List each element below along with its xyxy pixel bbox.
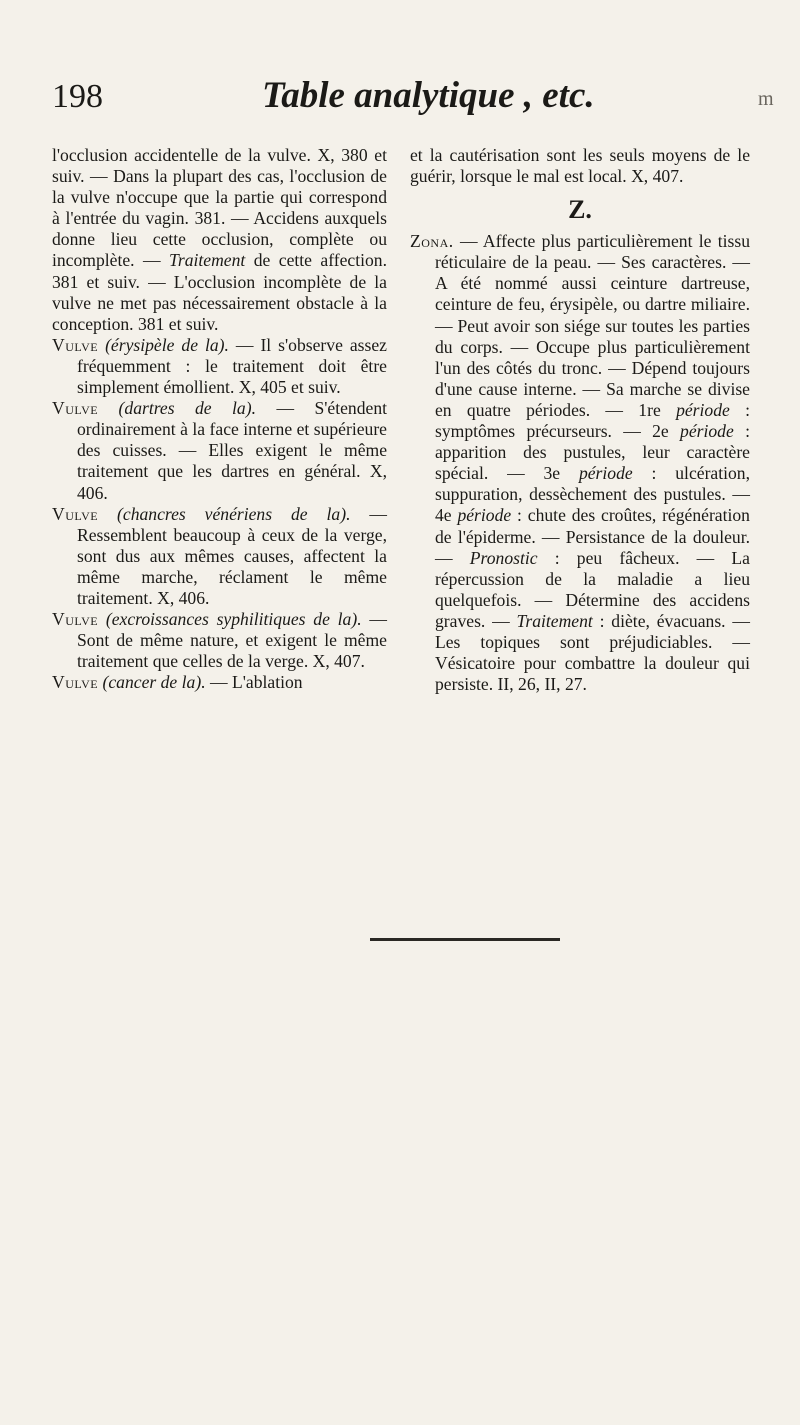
continued-paragraph <box>52 145 387 335</box>
index-entry <box>52 335 387 398</box>
paragraph-text: de cette affection. 381 et suiv. — L'occlusion incomplète de la vulve ne met pas nécessairement obstacle à la conception. 381 et suiv. <box>52 250 387 334</box>
emphasis: Traitement <box>169 250 246 271</box>
running-title: Table analytique , etc. <box>262 75 595 116</box>
entry-text: — Il s'observe assez fréquemment : le traitement doit être simplement émollient. X, 405 et suiv. <box>77 334 387 398</box>
subheading: (dartres de la). <box>118 398 256 419</box>
headword: Vulve <box>52 609 99 630</box>
page-header <box>52 74 752 124</box>
left-column <box>52 145 387 693</box>
margin-mark: m <box>758 88 774 110</box>
entry-text: — L'ablation <box>210 672 303 693</box>
headword: Vulve <box>52 503 99 524</box>
section-letter: Z. <box>568 195 592 225</box>
subheading: (chancres vénériens de la). <box>117 503 351 524</box>
page-number: 198 <box>52 78 103 115</box>
headword: Vulve <box>52 334 99 355</box>
end-rule <box>370 938 560 941</box>
entry-text: : diète, évacuans. — Les topiques sont préjudiciables. — Vésicatoire pour combattre la douleur qui persiste. II, 26, II, 27. <box>435 610 750 695</box>
emphasis: période <box>680 421 734 442</box>
headword: Zona. <box>410 231 454 252</box>
entry-text: : ulcération, suppuration, dessèchement des pustules. — 4e <box>435 463 751 526</box>
entry-text: — Ressemblent beaucoup à ceux de la verge, sont dus aux mêmes causes, affectent la même marche, réclament le même traitement. X, 406. <box>77 503 387 608</box>
subheading: (cancer de la). <box>102 672 206 693</box>
headword: Vulve <box>52 672 99 693</box>
headword: Vulve <box>52 398 99 419</box>
entry-text: — S'étendent ordinairement à la face interne et supérieure des cuisses. — Elles exigent le même traitement que les dartres en général. X, 406. <box>77 398 388 503</box>
emphasis: Traitement <box>516 610 593 631</box>
index-entry <box>52 504 387 609</box>
index-entry <box>52 672 387 693</box>
entry-text: — Sont de même nature, et exigent le même traitement que celles de la verge. X, 407. <box>77 609 387 672</box>
emphasis: période <box>676 399 730 420</box>
entry-text: : peu fâcheux. — La répercussion de la maladie a lieu quelquefois. — Détermine des accidens graves. — <box>435 547 750 631</box>
continued-paragraph: et la cautérisation sont les seuls moyens de le guérir, lorsque le mal est local. X, 407. <box>410 145 750 187</box>
subheading: (excroissances syphilitiques de la). <box>105 609 362 630</box>
entry-text: : apparition des pustules, leur caractère spécial. — 3e <box>435 421 750 484</box>
subheading: (érysipèle de la). <box>105 334 229 355</box>
paragraph-text: l'occlusion accidentelle de la vulve. X, 380 et suiv. — Dans la plupart des cas, l'occlusion de la vulve n'occupe que la partie qui correspond à l'entrée du vagin. 381. — Accidens auxquels donne lieu cette occlusion, complète ou incomplète. — <box>52 145 387 271</box>
emphasis: période <box>578 463 633 484</box>
entry-text: : symptômes précurseurs. — 2e <box>435 399 751 442</box>
index-entry <box>52 398 387 503</box>
emphasis: période <box>457 505 512 526</box>
index-entry <box>52 609 387 672</box>
entry-text: — Affecte plus particulièrement le tissu réticulaire de la peau. — Ses caractères. — A été nommé aussi ceinture dartreuse, ceinture de feu, érysipèle, ou dartre miliaire. — Peut avoir son siége sur toutes les parties du corps. — Occupe plus particulièrement l'un des côtés du tronc. — Dépend toujours d'une cause interne. — Sa marche se divise en quatre périodes. — 1re <box>435 231 750 420</box>
right-column <box>410 145 750 695</box>
entry-text: : chute des croûtes, régénération de l'épiderme. — Persistance de la douleur. — <box>435 505 750 568</box>
index-entry <box>410 231 750 695</box>
emphasis: Pronostic <box>469 547 538 568</box>
